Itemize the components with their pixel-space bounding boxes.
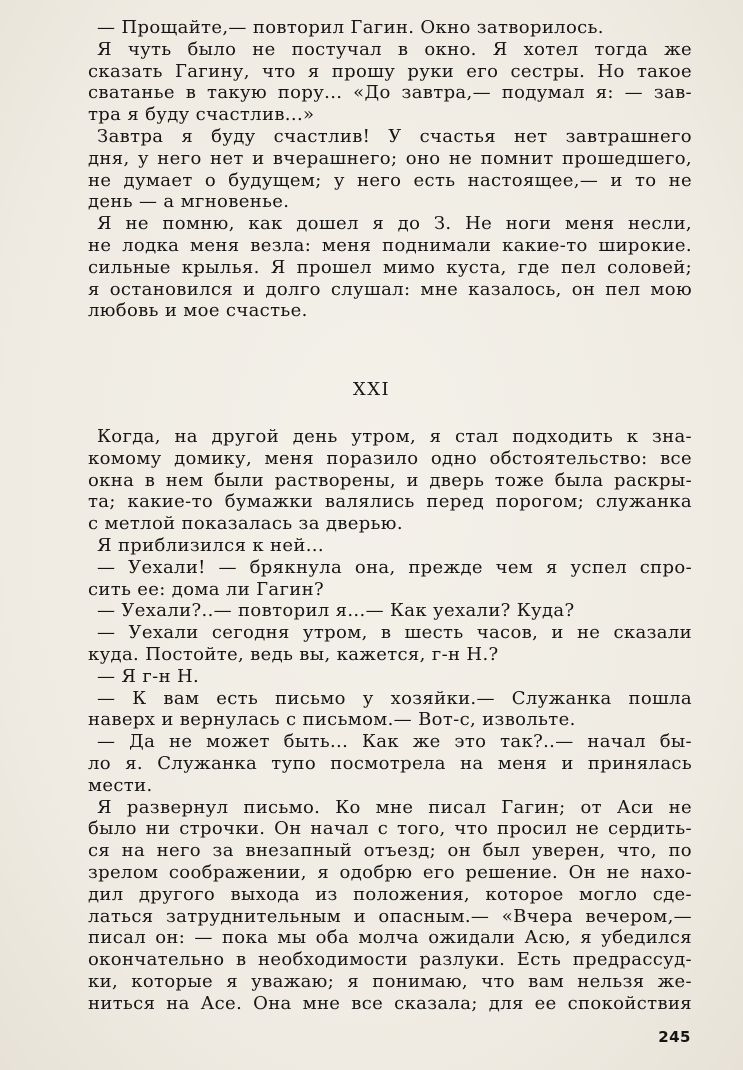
text-line: куда. Постойте, ведь вы, кажется, г-н Н.? (88, 643, 499, 665)
text-line: ло я. Служанка тупо посмотрела на меня и принялась (88, 752, 692, 774)
text-line: Я развернул письмо. Ко мне писал Гагин; от Аси не (97, 796, 692, 818)
text-line: — К вам есть письмо у хозяйки.— Служанка пошла (97, 687, 692, 709)
text-line: комому домику, меня поразило одно обстоятельство: все (88, 447, 692, 469)
chapter-heading: XXI (352, 379, 391, 400)
text-line: та; какие-то бумажки валялись перед порогом; служанка (88, 491, 692, 513)
text-line: окончательно в необходимости разлуки. Есть предрассуд- (88, 949, 692, 971)
text-line: сказать Гагину, что я прошу руки его сестры. Но такое (88, 60, 692, 82)
text-line: сильные крылья. Я прошел мимо куста, где пел соловей; (88, 256, 692, 278)
text-line: дня, у него нет и вчерашнего; оно не помнит прошедшего, (88, 147, 692, 169)
text-line: окна в нем были растворены, и дверь тоже была раскры- (88, 469, 692, 491)
page-number: 245 (658, 1028, 691, 1046)
text-line: сватанье в такую пору... «До завтра,— подумал я: — зав- (88, 82, 692, 104)
text-line: зрелом соображении, я одобрю его решение. Он не нахо- (88, 861, 692, 883)
text-line: было ни строчки. Он начал с того, что просил не сердить- (88, 818, 692, 840)
text-block-top (88, 17, 692, 322)
text-line: Я приблизился к ней... (97, 534, 324, 556)
text-line: ниться на Асе. Она мне все сказала; для ее спокойствия (88, 992, 692, 1014)
text-line: — Да не может быть... Как же это так?..— начал бы- (97, 731, 692, 753)
text-line: — Уехали сегодня утром, в шесть часов, и не сказали (97, 622, 692, 644)
text-line: день — а мгновенье. (88, 191, 290, 213)
text-line: я остановился и долго слушал: мне казалось, он пел мою (88, 278, 692, 300)
text-block-bottom (88, 426, 692, 1015)
text-line: Я чуть было не постучал в окно. Я хотел тогда же (97, 38, 692, 60)
text-line: дил другого выхода из положения, которое могло сде- (88, 883, 692, 905)
text-line: не лодка меня везла: меня поднимали какие-то широкие. (88, 234, 692, 256)
text-line: не думает о будущем; у него есть настоящее,— и то не (88, 169, 692, 191)
text-line: Я не помню, как дошел я до З. Не ноги меня несли, (97, 213, 692, 235)
text-line: сить ее: дома ли Гагин? (88, 578, 324, 600)
text-line: тра я буду счастлив...» (88, 104, 315, 126)
text-line: — Уехали! — брякнула она, прежде чем я успел спро- (97, 556, 692, 578)
text-line: ся на него за внезапный отъезд; он был уверен, что, по (88, 840, 692, 862)
text-line: ки, которые я уважаю; я понимаю, что вам нельзя же- (88, 970, 692, 992)
text-line: наверх и вернулась с письмом.— Вот-с, извольте. (88, 709, 576, 731)
text-line: с метлой показалась за дверью. (88, 513, 403, 535)
text-line: любовь и мое счастье. (88, 300, 308, 322)
text-line: — Прощайте,— повторил Гагин. Окно затворилось. (97, 17, 604, 38)
text-line: — Я г-н Н. (97, 665, 200, 687)
text-line: Завтра я буду счастлив! У счастья нет завтрашнего (97, 125, 692, 147)
text-line: писал он: — пока мы оба молча ожидали Асю, я убедился (88, 927, 692, 949)
text-line: Когда, на другой день утром, я стал подходить к зна- (97, 426, 692, 447)
text-line: латься затруднительным и опасным.— «Вчера вечером,— (88, 905, 692, 927)
text-line: — Уехали?..— повторил я...— Как уехали? Куда? (97, 600, 575, 622)
text-line: мести. (88, 774, 153, 796)
